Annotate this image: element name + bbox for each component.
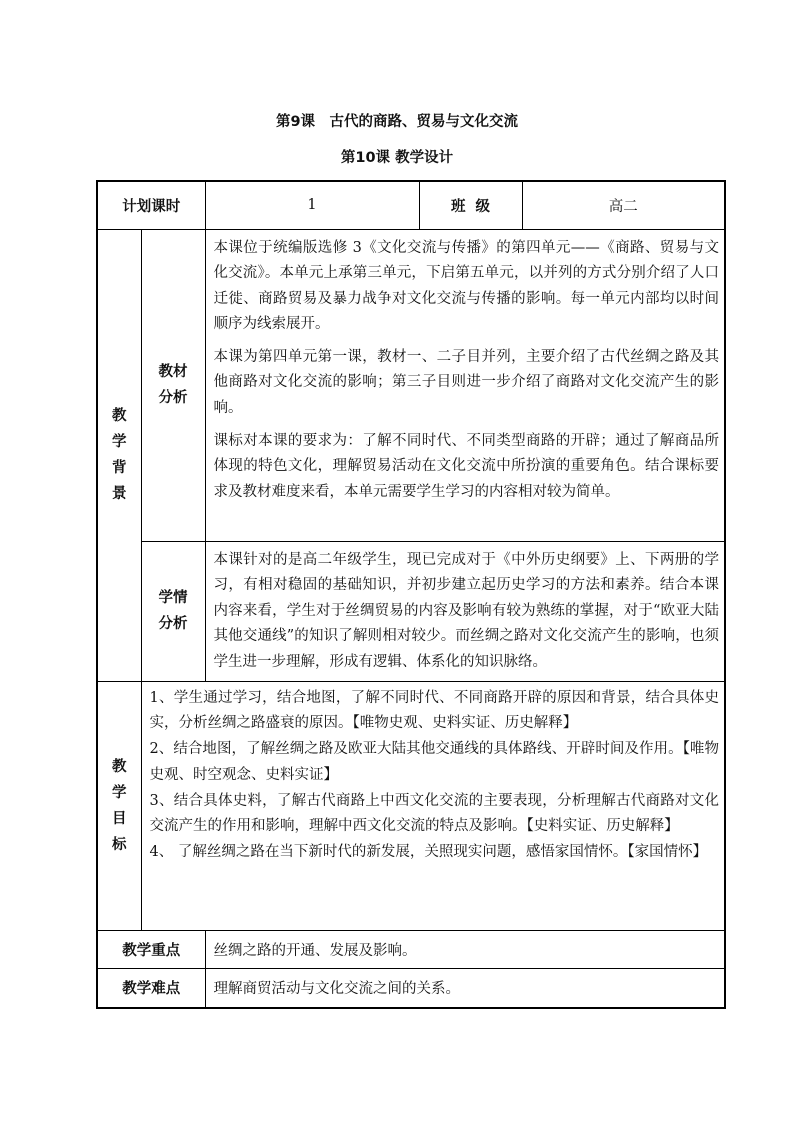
label-difficulty: 教学难点 bbox=[97, 968, 205, 1008]
value-planned-hours: 1 bbox=[205, 181, 419, 229]
teaching-goals-text bbox=[141, 681, 725, 930]
label-class: 班 级 bbox=[419, 181, 522, 229]
material-paragraph-1: 本课位于统编版选修 3《文化交流与传播》的第四单元——《商路、贸易与文化交流》。本单元上承第三单元，下启第五单元，以并列的方式分别介绍了人口迁徙、商路贸易及暴力战争对文化交流与传播的影响。每一单元内部均以时间顺序为线索展开。 bbox=[213, 239, 719, 333]
student-analysis-text bbox=[205, 541, 725, 681]
difficulty-text: 理解商贸活动与文化交流之间的关系。 bbox=[205, 968, 725, 1008]
lesson-plan-table bbox=[96, 180, 726, 1009]
key-point-text: 丝绸之路的开通、发展及影响。 bbox=[205, 930, 725, 968]
goal-item-1: 1、学生通过学习，结合地图，了解不同时代、不同商路开辟的原因和背景，结合具体史实，分析丝绸之路盛衰的原因。【唯物史观、史料实证、历史解释】 bbox=[149, 689, 719, 732]
student-paragraph-1: 本课针对的是高二年级学生，现已完成对于《中外历史纲要》上、下两册的学习，有相对稳固的基础知识，并初步建立起历史学习的方法和素养。结合本课内容来看，学生对于丝绸贸易的内容及影响有较为熟练的掌握，对于“欧亚大陆其他交通线”的知识了解则相对较少。而丝绸之路对文化交流产生的影响，也须学生进一步理解，形成有逻辑、体系化的知识脉络。 bbox=[213, 551, 719, 670]
row-hours-class bbox=[97, 181, 725, 229]
row-difficulty bbox=[97, 968, 725, 1008]
goal-item-4: 4、 了解丝绸之路在当下新时代的新发展，关照现实问题，感悟家国情怀。【家国情怀】 bbox=[149, 844, 708, 861]
label-teaching-background: 教 学 背 景 bbox=[97, 229, 141, 681]
material-analysis-text bbox=[205, 229, 725, 541]
label-material-analysis: 教材 分析 bbox=[141, 229, 205, 541]
material-paragraph-3: 课标对本课的要求为：了解不同时代、不同类型商路的开辟；通过了解商品所体现的特色文化，理解贸易活动在文化交流中所扮演的重要角色。结合课标要求及教材难度来看，本单元需要学生学习的内容相对较为简单。 bbox=[213, 432, 719, 500]
goal-item-3: 3、结合具体史料，了解古代商路上中西文化交流的主要表现，分析理解古代商路对文化交流产生的作用和影响，理解中西文化交流的特点及影响。【史料实证、历史解释】 bbox=[149, 792, 719, 835]
goal-item-2: 2、结合地图，了解丝绸之路及欧亚大陆其他交通线的具体路线、开辟时间及作用。【唯物史观、时空观念、史料实证】 bbox=[149, 741, 719, 783]
row-teaching-goals bbox=[97, 681, 725, 930]
row-material-analysis bbox=[97, 229, 725, 541]
label-student-analysis: 学情 分析 bbox=[141, 541, 205, 681]
design-title: 第10课 教学设计 bbox=[340, 150, 454, 166]
lesson-title: 第9课 古代的商路、贸易与文化交流 bbox=[275, 114, 519, 130]
row-key-point bbox=[97, 930, 725, 968]
label-planned-hours: 计划课时 bbox=[97, 181, 205, 229]
label-teaching-goals: 教 学 目 标 bbox=[97, 681, 141, 930]
row-student-analysis bbox=[97, 541, 725, 681]
material-paragraph-2: 本课为第四单元第一课，教材一、二子目并列，主要介绍了古代丝绸之路及其他商路对文化交流的影响；第三子目则进一步介绍了商路对文化交流产生的影响。 bbox=[213, 348, 719, 417]
label-key-point: 教学重点 bbox=[97, 930, 205, 968]
value-class: 高二 bbox=[522, 181, 725, 229]
